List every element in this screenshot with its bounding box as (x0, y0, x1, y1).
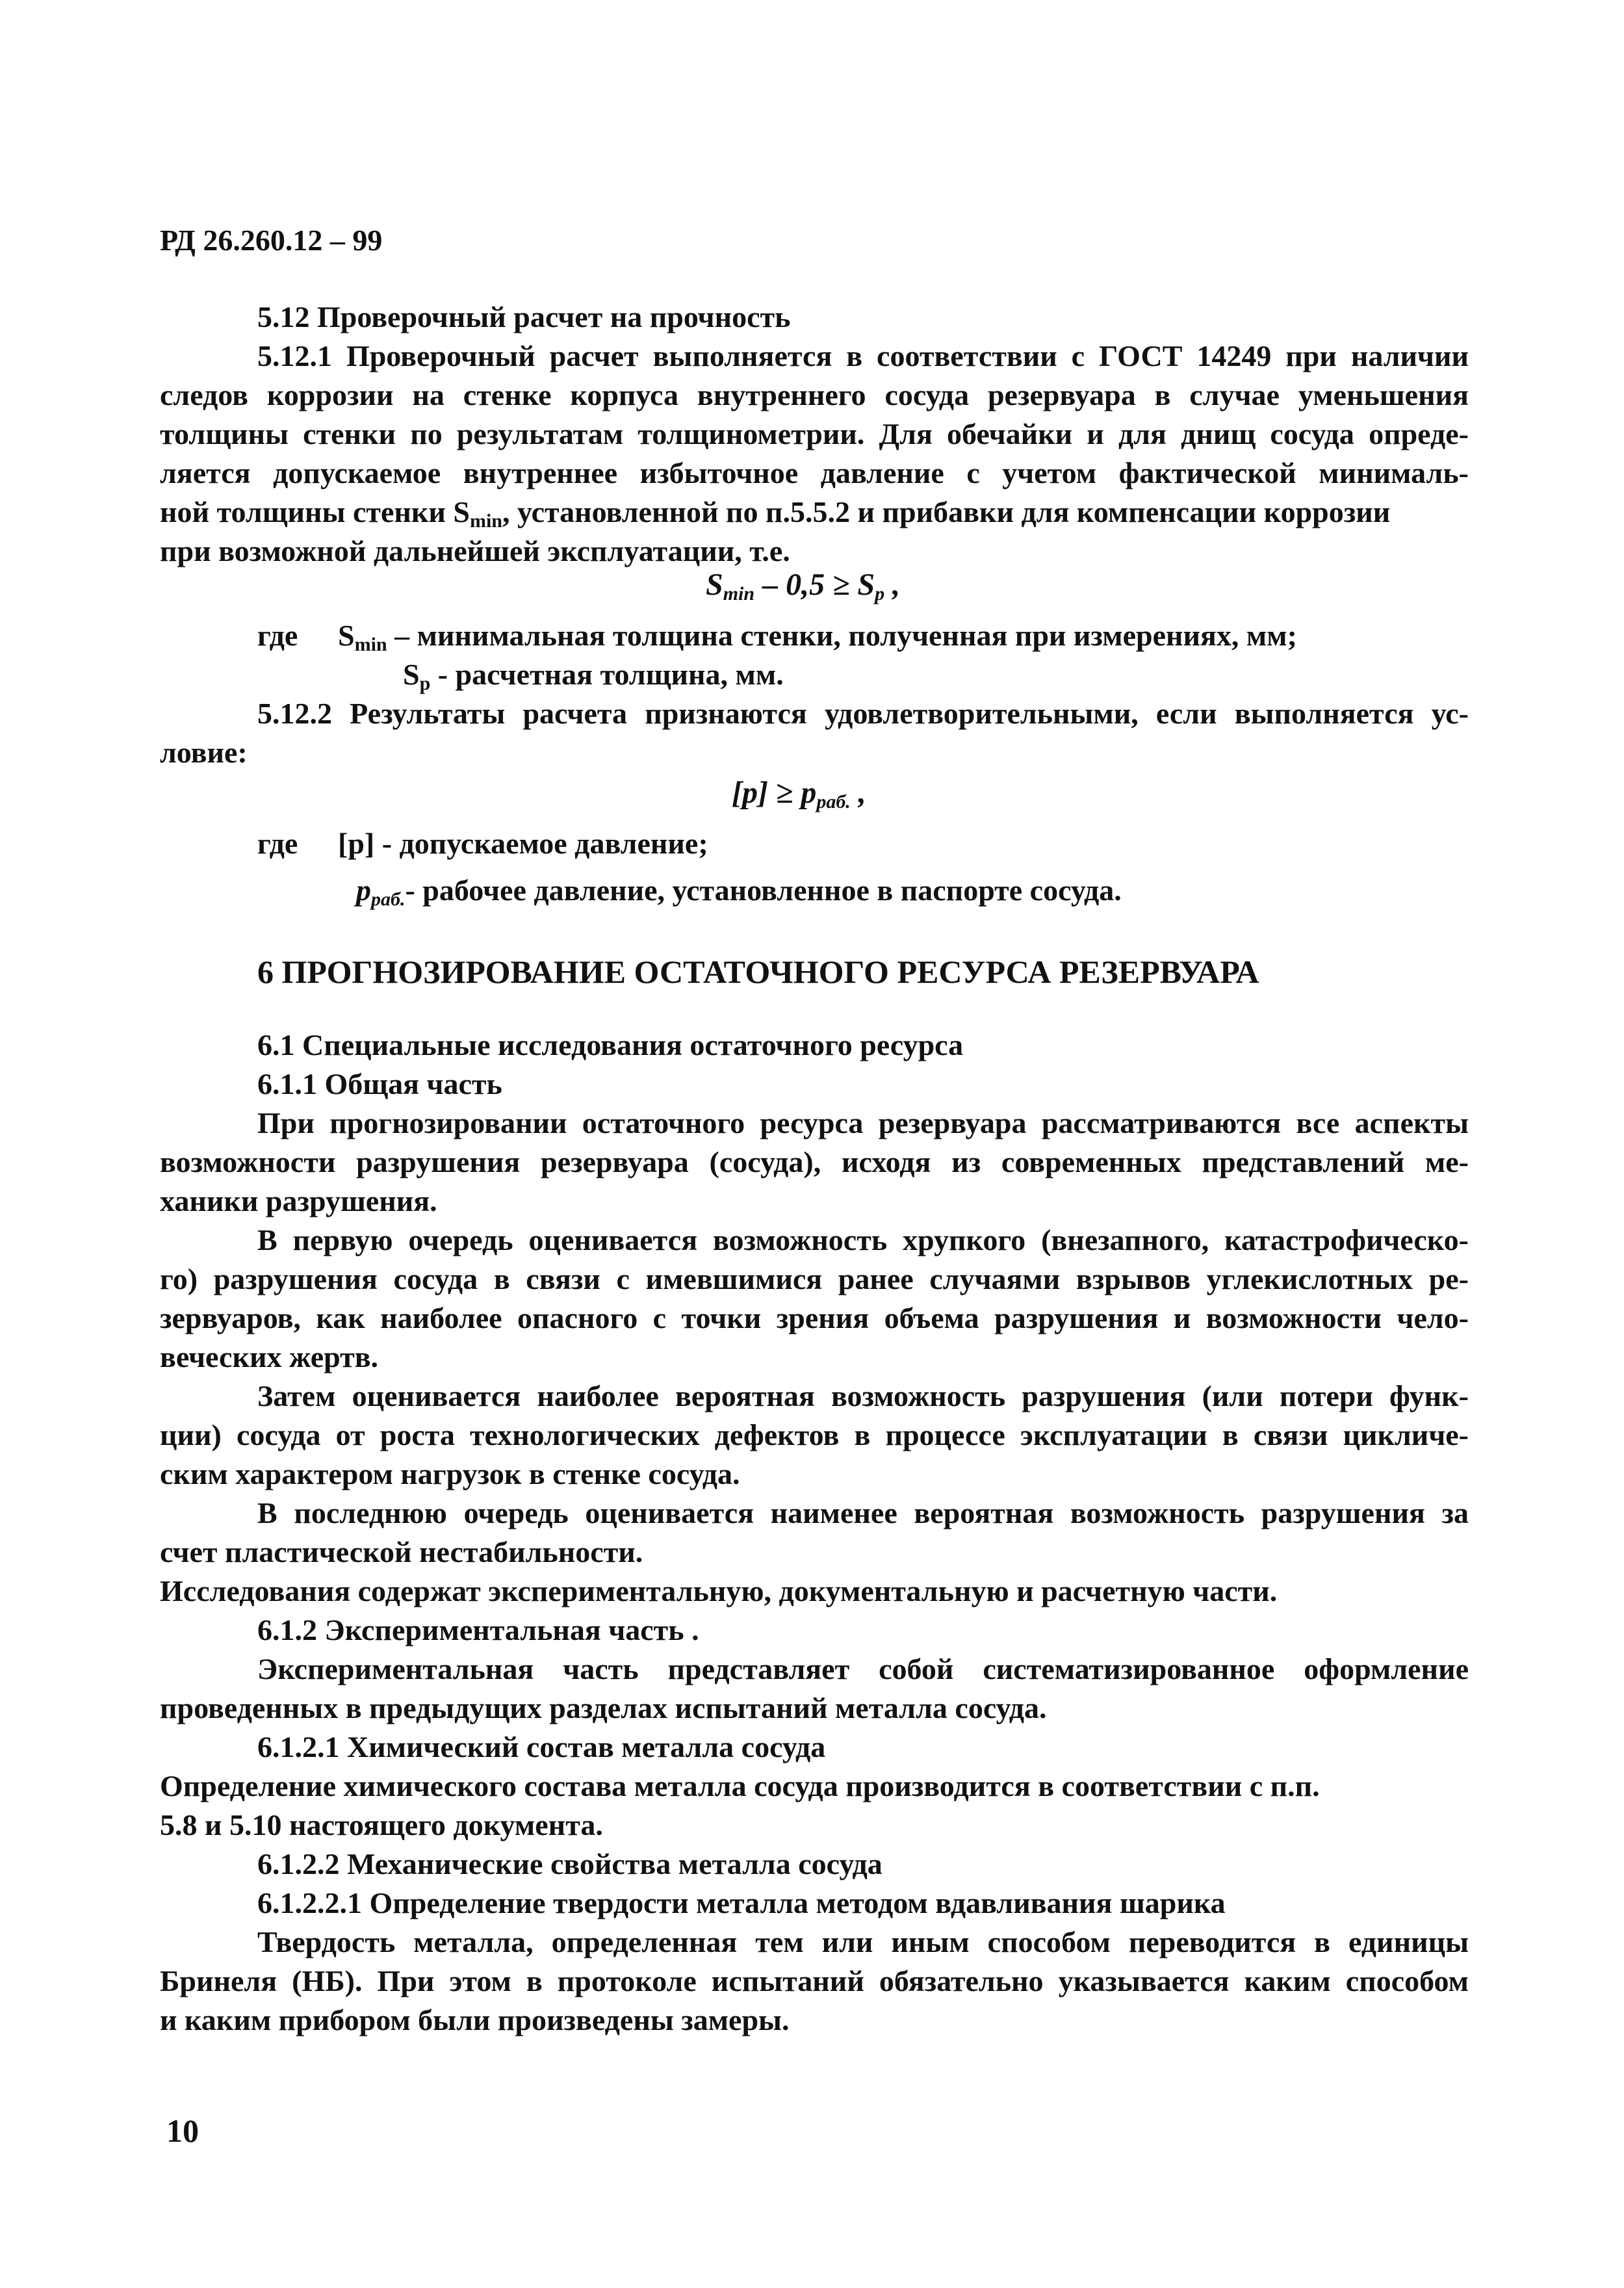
paragraph-line: При прогнозировании остаточного ресурса резервуара рассматриваются все аспекты (257, 1106, 1469, 1139)
paragraph-line: ции) сосуда от роста технологических дефектов в процессе эксплуатации в связи цикличе- (160, 1418, 1469, 1451)
formula-allowable-pressure: $[p] \ge p_{раб.}$ , (732, 775, 866, 812)
paragraph-line: веческих жертв. (160, 1340, 379, 1373)
paragraph-line: при возможной дальнейшей эксплуатации, т.е. (160, 534, 790, 567)
paragraph-line: и каким прибором были произведены замеры. (160, 2003, 790, 2036)
paragraph-line: Определение химического состава металла сосуда производится в соответствии с п.п. (160, 1769, 1320, 1802)
paragraph-line: Исследования содержат экспериментальную, документальную и расчетную части. (160, 1574, 1278, 1607)
paragraph-line: следов коррозии на стенке корпуса внутреннего сосуда резервуара в случае уменьшения (160, 378, 1469, 411)
paragraph-line: счет пластической нестабильности. (160, 1535, 643, 1568)
paragraph-line: ханики разрушения. (160, 1184, 437, 1217)
paragraph-line: ским характером нагрузок в стенке сосуда. (160, 1457, 740, 1490)
paragraph-line: ляется допускаемое внутреннее избыточное давление с учетом фактической минималь- (160, 456, 1469, 489)
subsection-6-1-title: 6.1 Специальные исследования остаточного ресурса (257, 1028, 964, 1061)
paragraph-line: проведенных в предыдущих разделах испытаний металла сосуда. (160, 1691, 1047, 1724)
page-number: 10 (166, 2112, 199, 2149)
definition-working-pressure: $p_{раб.}-$ рабочее давление, установленное в паспорте сосуда. (356, 874, 1122, 910)
where-label: где (257, 619, 298, 652)
definition-smin: $S_{min}$ – минимальная толщина стенки, полученная при измерениях, мм; (338, 619, 1297, 655)
subsection-6-1-2-1-title: 6.1.2.1 Химический состав металла сосуда (257, 1730, 826, 1763)
paragraph-line: возможности разрушения резервуара (сосуда), исходя из современных представлений ме- (160, 1145, 1469, 1178)
paragraph-line: Экспериментальная часть представляет собой систематизированное оформление (257, 1652, 1469, 1685)
document-code-header: РД 26.260.12 – 99 (160, 224, 383, 257)
paragraph-line: 5.12.1 Проверочный расчет выполняется в соответствии с ГОСТ 14249 при наличии (257, 339, 1469, 372)
definition-allowable-pressure: [p] - допускаемое давление; (338, 827, 708, 860)
subsection-6-1-1-title: 6.1.1 Общая часть (257, 1067, 502, 1100)
section-6-heading: 6 ПРОГНОЗИРОВАНИЕ ОСТАТОЧНОГО РЕСУРСА РЕЗЕРВУАРА (257, 954, 1259, 990)
paragraph-line: Затем оценивается наиболее вероятная возможность разрушения (или потери функ- (257, 1379, 1469, 1412)
paragraph-line: В последнюю очередь оценивается наименее вероятная возможность разрушения за (257, 1496, 1469, 1529)
where-label: где (257, 827, 298, 860)
section-5-12-title: 5.12 Проверочный расчет на прочность (257, 300, 791, 333)
formula-min-thickness: $S_{min} - 0,5 \ge S_p$ , (706, 567, 901, 604)
paragraph-line: В первую очередь оценивается возможность хрупкого (внезапного, катастрофическо- (257, 1223, 1469, 1256)
paragraph-line: толщины стенки по результатам толщинометрии. Для обечайки и для днищ сосуда опреде- (160, 417, 1469, 450)
paragraph-line: го) разрушения сосуда в связи с имевшимися ранее случаями взрывов углекислотных ре- (160, 1262, 1469, 1295)
paragraph-line: ной толщины стенки $S_{min}$, установленной по п.5.5.2 и прибавки для компенсации коррозии (160, 495, 1391, 532)
subsection-6-1-2-title: 6.1.2 Экспериментальная часть . (257, 1613, 699, 1646)
subsection-6-1-2-2-title: 6.1.2.2 Механические свойства металла сосуда (257, 1847, 883, 1880)
paragraph-line: 5.12.2 Результаты расчета признаются удовлетворительными, если выполняется ус- (257, 697, 1469, 730)
paragraph-line: зервуаров, как наиболее опасного с точки зрения объема разрушения и возможности чело- (160, 1301, 1469, 1334)
paragraph-line: Бринеля (НБ). При этом в протоколе испытаний обязательно указывается каким способом (160, 1964, 1469, 1997)
subsection-6-1-2-2-1-title: 6.1.2.2.1 Определение твердости металла методом вдавливания шарика (257, 1886, 1226, 1919)
paragraph-line: Твердость металла, определенная тем или иным способом переводится в единицы (257, 1925, 1469, 1958)
definition-sp: $S_p$ - расчетная толщина, мм. (403, 658, 784, 694)
paragraph-line: 5.8 и 5.10 настоящего документа. (160, 1808, 603, 1841)
paragraph-line: ловие: (160, 736, 248, 769)
